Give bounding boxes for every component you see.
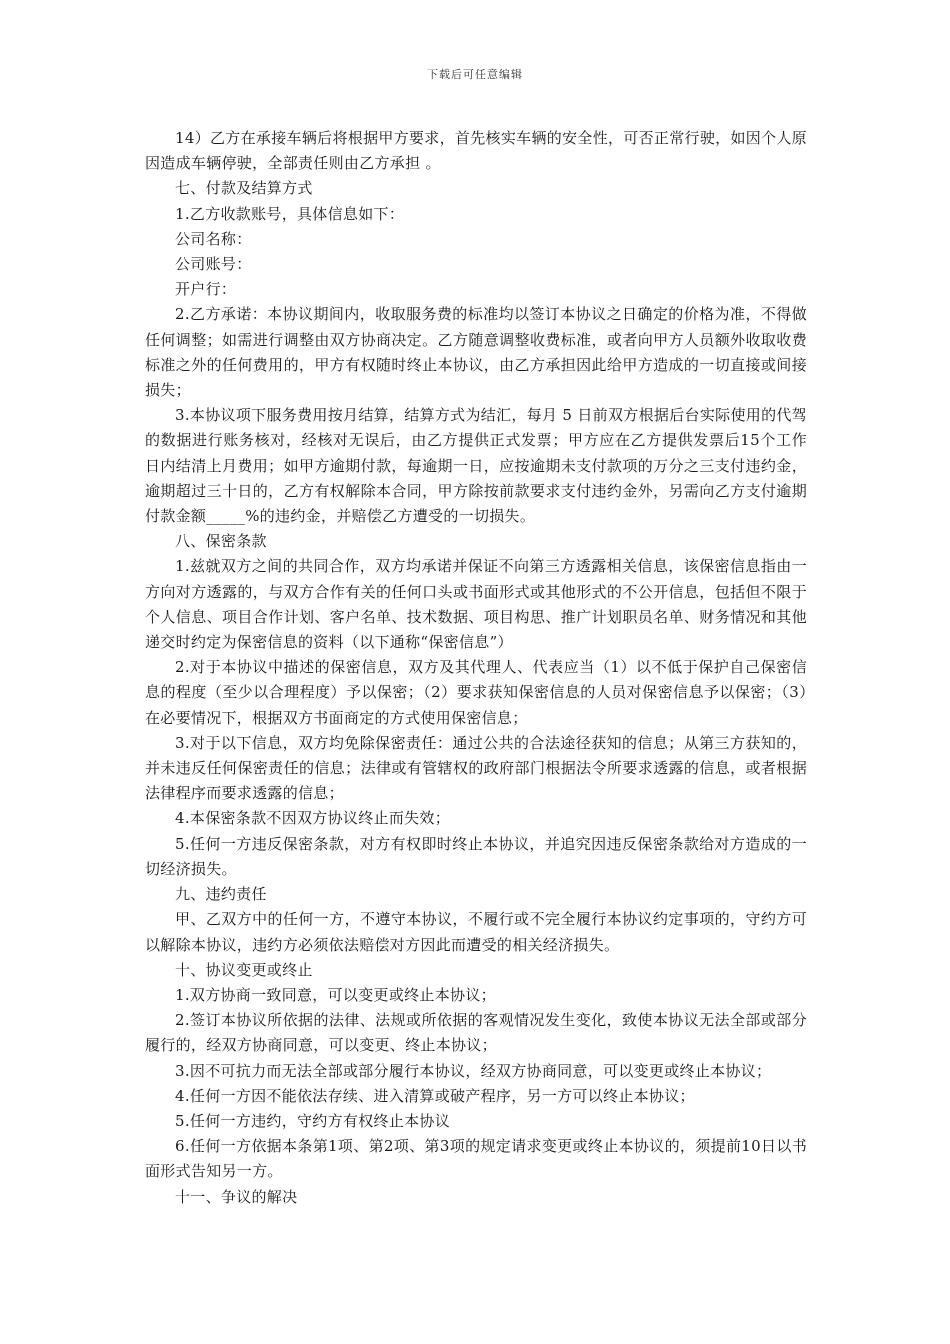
termination-item-3: 3.因不可抗力而无法全部或部分履行本协议，经双方协商同意，可以变更或终止本协议； (175, 1061, 772, 1080)
section-heading-confidentiality: 八、保密条款 (175, 532, 267, 551)
clause-14-paragraph: 14）乙方在承接车辆后将根据甲方要求，首先核实车辆的安全性，可否正常行驶，如因个人原因造成车辆停驶，全部责任则由乙方承担 。 (145, 129, 807, 173)
termination-item-5: 5.任何一方违约，守约方有权终止本协议 (175, 1111, 451, 1130)
section-heading-dispute: 十一、争议的解决 (175, 1187, 298, 1206)
section-heading-termination: 十、协议变更或终止 (175, 960, 313, 979)
confidentiality-item-3: 3.对于以下信息，双方均免除保密责任：通过公共的合法途径获知的信息；从第三方获知的，并未违反任何保密责任的信息；法律或有管辖权的政府部门根据法令所要求透露的信息，或者根据法律程序而要求透露的信息； (145, 733, 807, 803)
payment-item-1: 1.乙方收款账号，具体信息如下： (175, 204, 405, 223)
termination-item-2: 2.签订本协议所依据的法律、法规或所依据的客观情况发生变化，致使本协议无法全部或部分履行的，经双方协商同意，可以变更、终止本协议； (145, 1011, 807, 1055)
termination-item-4: 4.任何一方因不能依法存续、进入清算或破产程序，另一方可以终止本协议； (175, 1086, 695, 1105)
liability-paragraph: 甲、乙双方中的任何一方，不遵守本协议，不履行或不完全履行本协议约定事项的，守约方可以解除本协议，违约方必须依法赔偿对方因此而遭受的相关经济损失。 (145, 910, 807, 954)
confidentiality-item-5: 5.任何一方违反保密条款，对方有权即时终止本协议，并追究因违反保密条款给对方造成的一切经济损失。 (145, 834, 807, 878)
confidentiality-item-2: 2.对于本协议中描述的保密信息，双方及其代理人、代表应当（1）以不低于保护自己保密信息的程度（至少以合理程度）予以保密；（2）要求获知保密信息的人员对保密信息予以保密；（3）在必要情况下，根据双方书面商定的方式使用保密信息； (145, 658, 807, 727)
bank-field: 开户行： (175, 280, 237, 299)
confidentiality-item-1: 1.兹就双方之间的共同合作，双方均承诺并保证不向第三方透露相关信息，该保密信息指由一方向对方透露的，与双方合作有关的任何口头或书面形式或其他形式的不公开信息，包括但不限于个人信息、项目合作计划、客户名单、技术数据、项目构思、推广计划职员名单、财务情况和其他递交时约定为保密信息的资料（以下通称“保密信息”） (145, 557, 807, 652)
section-heading-payment: 七、付款及结算方式 (175, 179, 313, 198)
payment-item-2: 2.乙方承诺：本协议期间内，收取服务费的标准均以签订本协议之日确定的价格为准，不得做任何调整；如需进行调整由双方协商决定。乙方随意调整收费标准，或者向甲方人员额外收取收费标准之外的任何费用的，甲方有权随时终止本协议，由乙方承担因此给甲方造成的一切直接或间接损失； (145, 305, 807, 400)
document-body (145, 126, 807, 1210)
payment-item-3: 3.本协议项下服务费用按月结算，结算方式为结汇，每月 5 日前双方根据后台实际使用的代驾的数据进行账务核对，经核对无误后，由乙方提供正式发票；甲方应在乙方提供发票后15个工作日内结清上月费用；如甲方逾期付款，每逾期一日，应按逾期未支付款项的万分之三支付违约金，逾期超过三十日的，乙方有权解除本合同，甲方除按前款要求支付违约金外，另需向乙方支付逾期付款金额_____%的违约金，并赔偿乙方遭受的一切损失。 (145, 406, 807, 526)
company-account-field: 公司账号： (175, 255, 252, 274)
company-name-field: 公司名称： (175, 229, 252, 248)
section-heading-liability: 九、违约责任 (175, 885, 267, 904)
termination-item-6: 6.任何一方依据本条第1项、第2项、第3项的规定请求变更或终止本协议的，须提前10日以书面形式告知另一方。 (145, 1137, 807, 1181)
confidentiality-item-4: 4.本保密条款不因双方协议终止而失效； (175, 809, 451, 828)
page-header-note: 下载后可任意编辑 (427, 68, 523, 81)
termination-item-1: 1.双方协商一致同意，可以变更或终止本协议； (175, 985, 496, 1004)
